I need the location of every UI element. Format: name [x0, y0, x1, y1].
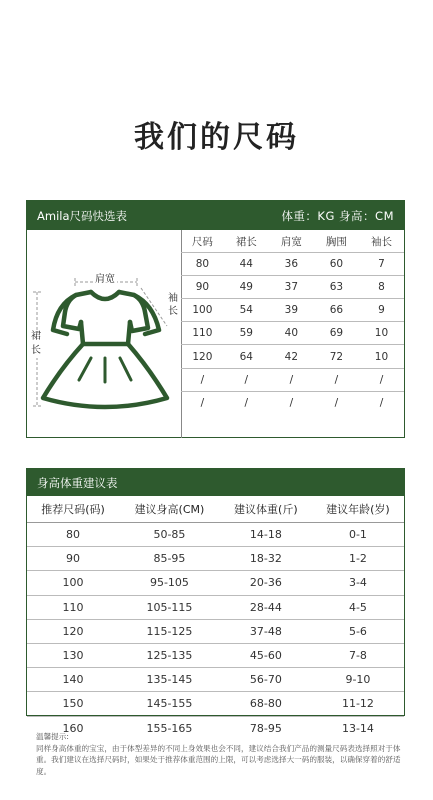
shoulder-cell: /: [289, 373, 294, 386]
height-cell: 125-135: [119, 643, 220, 667]
chest-cell: /: [334, 397, 339, 410]
table-row: [27, 547, 404, 571]
col-size: 尺码: [191, 235, 213, 248]
sleeve-cell: 10: [374, 327, 389, 340]
size-cell: 120: [27, 619, 119, 643]
age-cell: 11-12: [312, 692, 404, 716]
skirt-cell: 59: [239, 327, 253, 340]
size-cell: 90: [195, 281, 210, 294]
weight-cell: 56-70: [220, 668, 312, 692]
height-cell: 145-155: [119, 692, 220, 716]
age-cell: 13-14: [341, 721, 374, 735]
recommend-table-grid: [27, 496, 404, 740]
sleeve-cell: 7: [378, 258, 385, 271]
weight-cell: 78-95: [249, 721, 282, 735]
size-cell: 150: [27, 692, 119, 716]
skirt-cell: /: [244, 397, 249, 410]
size-table-title: Amila尺码快选表: [37, 208, 128, 223]
size-quick-table: [26, 200, 405, 438]
sleeve-cell: /: [379, 373, 384, 386]
shoulder-cell: 37: [284, 281, 299, 294]
size-cell: 160: [62, 721, 84, 735]
skirt-cell: 49: [239, 281, 253, 294]
size-table-units: 体重：KG 身高：CM: [281, 208, 394, 223]
shoulder-cell: 36: [284, 258, 299, 271]
age-cell: 4-5: [312, 595, 404, 619]
age-cell: 9-10: [312, 668, 404, 692]
size-cell: 80: [27, 523, 119, 547]
size-cell: 110: [192, 327, 213, 340]
col-recommended-weight: 建议体重(斤): [220, 496, 312, 523]
sleeve-cell: /: [379, 397, 384, 410]
weight-cell: 18-32: [220, 547, 312, 571]
skirt-cell: /: [244, 373, 249, 386]
height-cell: 135-145: [119, 668, 220, 692]
size-cell: 130: [27, 643, 119, 667]
chest-cell: 66: [329, 304, 344, 317]
col-skirt-length: 裙长: [235, 235, 257, 248]
weight-cell: 28-44: [220, 595, 312, 619]
table-row: [27, 523, 404, 547]
weight-cell: 20-36: [220, 571, 312, 595]
chest-cell: /: [334, 373, 339, 386]
dress-illustration: [27, 230, 181, 438]
sleeve-label: 袖长: [168, 293, 178, 317]
table-row: [27, 692, 404, 716]
table-row: [181, 253, 404, 276]
col-recommended-height: 建议身高(CM): [119, 496, 220, 523]
shoulder-cell: 40: [284, 327, 299, 340]
weight-cell: 68-80: [220, 692, 312, 716]
size-cell: 140: [27, 668, 119, 692]
table-row: [27, 571, 404, 595]
col-shoulder: 肩宽: [280, 235, 302, 248]
height-cell: 115-125: [119, 619, 220, 643]
height-cell: 105-115: [119, 595, 220, 619]
age-cell: 7-8: [312, 643, 404, 667]
size-grid-header-row: [181, 230, 404, 253]
height-weight-table: [26, 468, 405, 735]
weight-cell: 37-48: [220, 619, 312, 643]
size-cell: 120: [192, 350, 213, 363]
table-row: [27, 595, 404, 619]
recommend-table-header: [27, 469, 404, 496]
recommend-header-row: [27, 496, 404, 523]
sleeve-cell: 10: [374, 350, 389, 363]
weight-cell: 14-18: [220, 523, 312, 547]
size-grid: [181, 230, 404, 437]
height-cell: 95-105: [119, 571, 220, 595]
skirt-cell: 64: [239, 350, 253, 363]
size-cell: 110: [27, 595, 119, 619]
tips-section: [36, 731, 404, 777]
table-row: [181, 299, 404, 322]
shoulder-cell: 39: [284, 304, 299, 317]
age-cell: 3-4: [312, 571, 404, 595]
table-row: [27, 619, 404, 643]
age-cell: 1-2: [312, 547, 404, 571]
dress-diagram: [27, 230, 182, 438]
col-recommended-size: 推荐尺码(码): [27, 496, 119, 523]
height-cell: 85-95: [119, 547, 220, 571]
sleeve-cell: 8: [378, 281, 385, 294]
size-cell: 90: [27, 547, 119, 571]
tips-text: 同样身高体重的宝宝，由于体型差异的不同上身效果也会不同，建议结合我们产品的测量尺码表选择照对于体重。我们建议在选择尺码时，如果处于推荐体重范围的上限，可以考虑选择大一码的服装，以确保穿着的舒适度。: [36, 743, 401, 776]
table-row: [27, 643, 404, 667]
sleeve-cell: 9: [378, 304, 385, 317]
table-row: [181, 369, 404, 392]
size-cell: 80: [195, 258, 210, 271]
table-row: [27, 668, 404, 692]
size-table-header: [27, 201, 404, 230]
shoulder-cell: /: [289, 397, 294, 410]
tips-label: 温馨提示:: [36, 732, 69, 741]
skirt-label: 裙长: [31, 331, 41, 356]
size-cell: 100: [27, 571, 119, 595]
shoulder-label: 肩宽: [93, 270, 117, 285]
skirt-cell: 44: [239, 258, 253, 271]
chest-cell: 60: [329, 258, 344, 271]
chest-cell: 63: [329, 281, 344, 294]
col-chest: 胸围: [325, 235, 347, 248]
height-cell: 50-85: [119, 523, 220, 547]
recommend-table-title: 身高体重建议表: [37, 475, 118, 490]
table-row: [181, 345, 404, 368]
chest-cell: 69: [329, 327, 344, 340]
height-cell: 155-165: [146, 721, 193, 735]
page-title: 我们的尺码: [134, 120, 299, 155]
size-cell: 100: [192, 304, 213, 317]
shoulder-cell: 42: [284, 350, 299, 363]
col-sleeve: 袖长: [370, 235, 392, 248]
skirt-cell: 54: [239, 304, 253, 317]
age-cell: 5-6: [312, 619, 404, 643]
table-row: [181, 322, 404, 345]
table-row: [181, 392, 404, 415]
chest-cell: 72: [329, 350, 344, 363]
size-cell: /: [200, 373, 205, 386]
col-recommended-age: 建议年龄(岁): [312, 496, 404, 523]
size-cell: /: [200, 397, 205, 410]
weight-cell: 45-60: [220, 643, 312, 667]
age-cell: 0-1: [312, 523, 404, 547]
table-row: [181, 276, 404, 299]
